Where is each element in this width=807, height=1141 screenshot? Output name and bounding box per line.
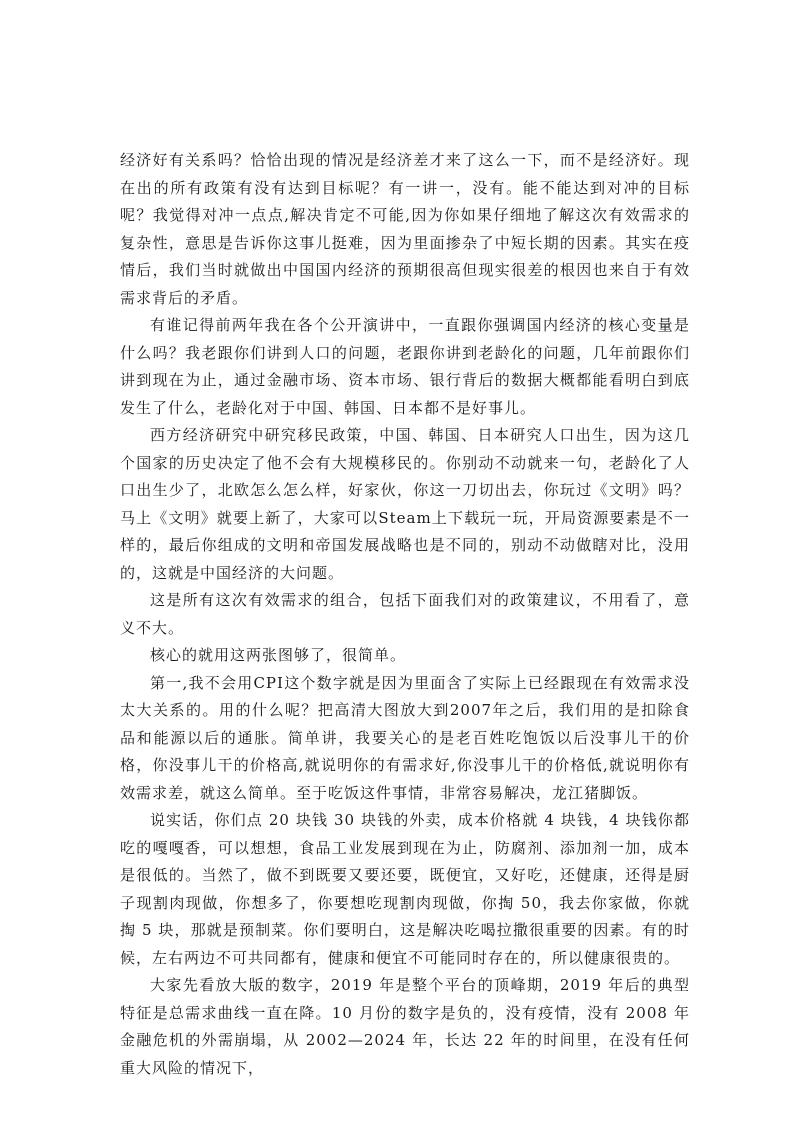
paragraph-3: 西方经济研究中研究移民政策，中国、韩国、日本研究人口出生，因为这几个国家的历史决定了他不会有大规模移民的。你别动不动就来一句，老龄化了人口出生少了，北欧怎么怎么样，好家伙，你这一刀切出去，你玩过《文明》吗？马上《文明》就要上新了，大家可以Steam上下载玩一玩，开局资源要素是不一样的，最后你组成的文明和帝国发展战略也是不同的，别动不动做瞎对比，没用的，这就是中国经济的大问题。 <box>120 426 690 582</box>
paragraph-4: 这是所有这次有效需求的组合，包括下面我们对的政策建议，不用看了，意义不大。 <box>120 591 690 637</box>
paragraph-6: 第一,我不会用CPI这个数字就是因为里面含了实际上已经跟现在有效需求没太大关系的。用的什么呢？把高清大图放大到2007年之后，我们用的是扣除食品和能源以后的通胀。简单讲，我要关心的是老百姓吃饱饭以后没事儿干的价格，你没事儿干的价格高,就说明你的有需求好,你没事儿干的价格低,就说明你有效需求差，就这么简单。至于吃饭这件事情，非常容易解决，龙江猪脚饭。 <box>120 673 690 802</box>
paragraph-7: 说实话，你们点 20 块钱 30 块钱的外卖，成本价格就 4 块钱，4 块钱你都吃的嘎嘎香，可以想想，食品工业发展到现在为止，防腐剂、添加剂一加，成本是很低的。当然了，做不到既要又要还要，既便宜，又好吃，还健康，还得是厨子现割肉现做，你想多了，你要想吃现割肉现做，你掏 50，我去你家做，你就掏 5 块，那就是预制菜。你们要明白，这是解决吃喝拉撒很重要的因素。有的时候，左右两边不可共同都有，健康和便宜不可能同时存在的，所以健康很贵的。 <box>120 811 690 967</box>
paragraph-8: 大家先看放大版的数字，2019 年是整个平台的顶峰期，2019 年后的典型特征是总需求曲线一直在降。10 月份的数字是负的，没有疫情，没有 2008 年金融危机的外需崩塌，从 2002—2024 年，长达 22 年的时间里，在没有任何重大风险的情况下， <box>120 976 690 1077</box>
paragraph-2: 有谁记得前两年我在各个公开演讲中，一直跟你强调国内经济的核心变量是什么吗？我老跟你们讲到人口的问题，老跟你讲到老龄化的问题，几年前跟你们讲到现在为止，通过金融市场、资本市场、银行背后的数据大概都能看明白到底发生了什么，老龄化对于中国、韩国、日本都不是好事儿。 <box>120 316 690 417</box>
paragraph-1: 经济好有关系吗？恰恰出现的情况是经济差才来了这么一下，而不是经济好。现在出的所有政策有没有达到目标呢？有一讲一，没有。能不能达到对冲的目标呢？我觉得对冲一点点,解决肯定不可能,因为你如果仔细地了解这次有效需求的复杂性，意思是告诉你这事儿挺难，因为里面掺杂了中短长期的因素。其实在疫情后，我们当时就做出中国国内经济的预期很高但现实很差的根因也来自于有效需求背后的矛盾。 <box>120 151 690 307</box>
document-body <box>120 147 690 1082</box>
paragraph-5: 核心的就用这两张图够了，很简单。 <box>150 646 407 664</box>
